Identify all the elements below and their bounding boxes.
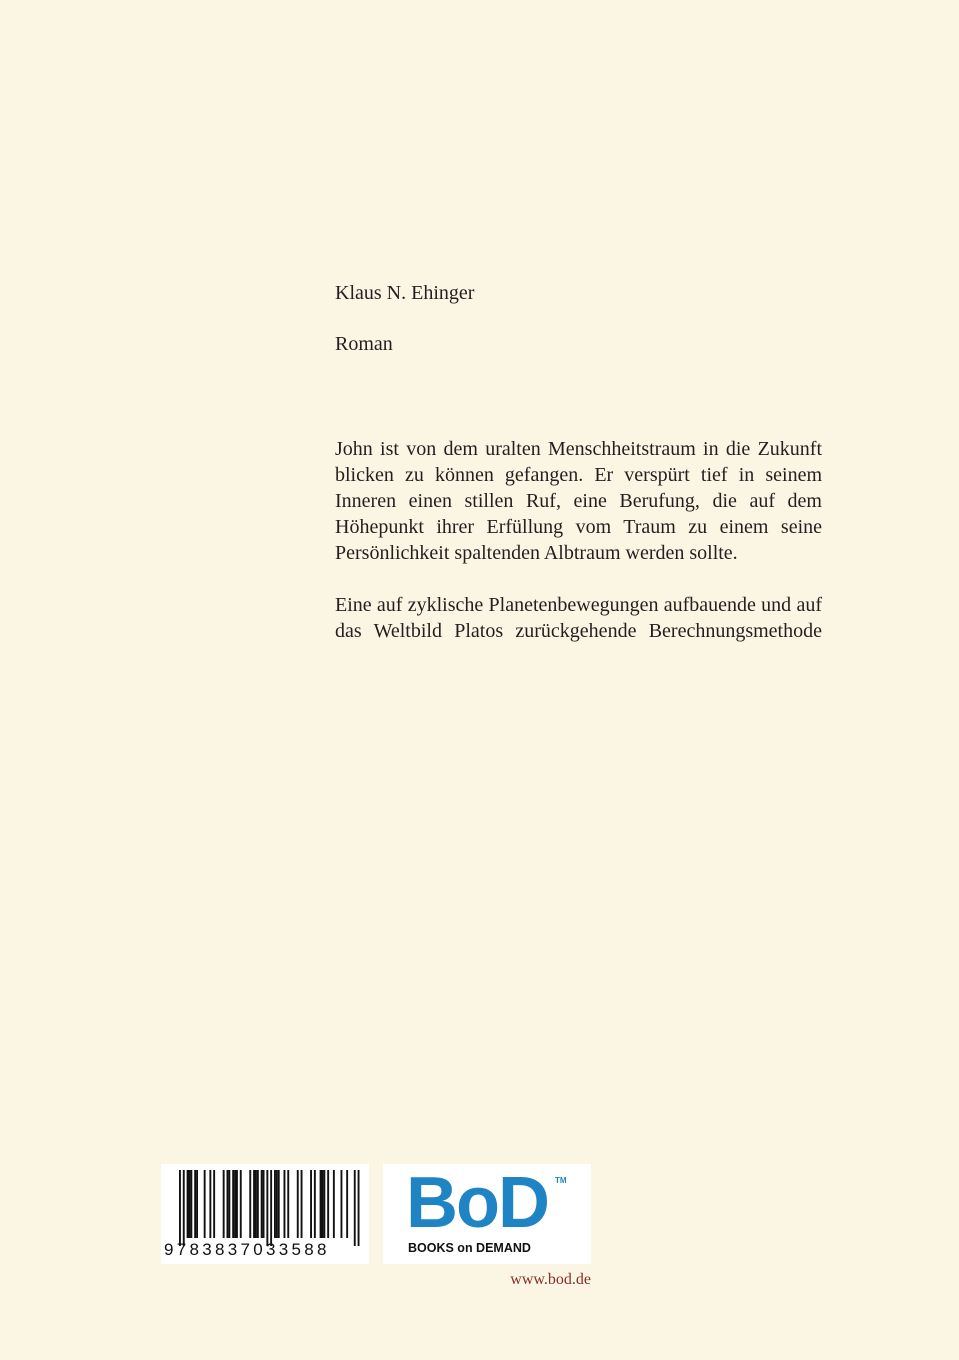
barcode-bar: [179, 1170, 181, 1246]
publisher-website[interactable]: www.bod.de: [510, 1271, 591, 1288]
blurb-paragraph-1: [335, 436, 822, 566]
barcode-bar: [310, 1170, 312, 1238]
barcode-bar: [227, 1170, 229, 1238]
barcode-bar: [274, 1170, 276, 1238]
barcode-bar: [194, 1170, 196, 1238]
blurb-line: blicken zu können gefangen. Er verspürt tief in seinem: [335, 464, 822, 486]
barcode-bar: [358, 1170, 360, 1246]
blurb-paragraph-2: [335, 592, 822, 644]
barcode-bar: [253, 1170, 255, 1238]
barcode-bar: [270, 1170, 272, 1246]
blurb-line: das Weltbild Platos zurückgehende Berechnungsmethode: [335, 620, 822, 642]
barcode-bar: [213, 1170, 215, 1238]
blurb-line: Persönlichkeit spaltenden Albtraum werden sollte.: [335, 542, 738, 564]
barcode-bar: [196, 1170, 198, 1238]
barcode-bar: [187, 1170, 189, 1238]
barcode-bar: [333, 1170, 335, 1238]
barcode-bar: [249, 1170, 251, 1238]
barcode-bar: [287, 1170, 289, 1238]
bod-logo-text: BoD: [406, 1163, 548, 1243]
barcode-bar: [209, 1170, 211, 1238]
barcode-bar: [323, 1170, 325, 1238]
publisher-tagline: BOOKS on DEMAND: [408, 1241, 531, 1255]
publisher-logo: [383, 1164, 591, 1264]
blurb-line: Höhepunkt ihrer Erfüllung vom Traum zu einem seine: [335, 516, 822, 538]
barcode-bar: [257, 1170, 259, 1238]
barcode-bar: [266, 1170, 268, 1246]
barcode-bar: [234, 1170, 236, 1238]
genre-label: Roman: [335, 333, 393, 355]
isbn-number: 9783837033588: [164, 1240, 330, 1259]
barcode-bar: [354, 1170, 356, 1246]
barcode-bar: [278, 1170, 280, 1238]
barcode-bar: [322, 1170, 324, 1238]
barcode-bar: [314, 1170, 316, 1238]
isbn-barcode: [161, 1164, 369, 1264]
barcode-bar: [190, 1170, 192, 1238]
barcode-bar: [189, 1170, 191, 1238]
barcode-bar: [236, 1170, 238, 1238]
blurb-line: John ist von dem uralten Menschheitstraum in die Zukunft: [335, 438, 822, 460]
barcode-bar: [223, 1170, 225, 1238]
barcode-bar: [346, 1170, 348, 1238]
barcode-bar: [320, 1170, 322, 1238]
barcode-bar: [301, 1170, 303, 1238]
barcode-bar: [204, 1170, 206, 1238]
barcode-bar: [183, 1170, 185, 1246]
barcode-bar: [255, 1170, 257, 1238]
barcode-bar: [276, 1170, 278, 1238]
trademark-mark: TM: [555, 1176, 567, 1185]
barcode-bar: [341, 1170, 343, 1238]
barcode-bar: [240, 1170, 242, 1238]
barcode-bar: [297, 1170, 299, 1238]
barcode-bar: [232, 1170, 234, 1238]
barcode-bar: [284, 1170, 286, 1238]
barcode-bar: [327, 1170, 329, 1238]
blurb-line: Inneren einen stillen Ruf, eine Berufung, die auf dem: [335, 490, 822, 512]
barcode-bar: [263, 1170, 265, 1238]
barcode-bar: [261, 1170, 263, 1238]
barcode-bar: [228, 1170, 230, 1238]
author-name: Klaus N. Ehinger: [335, 282, 475, 304]
blurb-line: Eine auf zyklische Planetenbewegungen aufbauende und auf: [335, 594, 822, 616]
